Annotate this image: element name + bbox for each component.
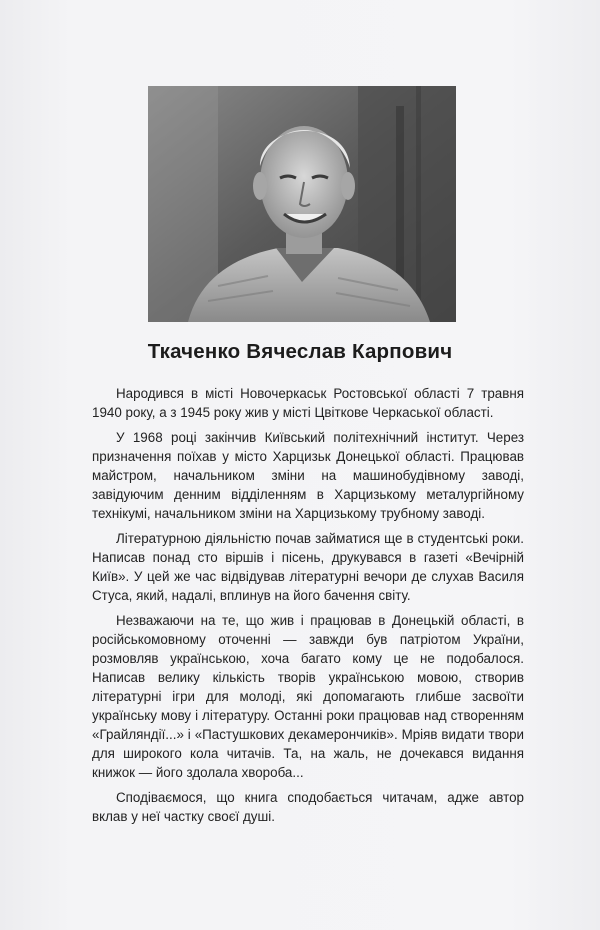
author-portrait bbox=[148, 86, 456, 322]
bio-paragraph: Сподіваємося, що книга сподобається читачам, адже автор вклав у неї частку своєї душі. bbox=[92, 790, 524, 824]
bio-paragraph: Незважаючи на те, що жив і працював в Донецькій області, в російськомовному оточенні — завжди був патріотом України, розмовляв українською, хоча багато кому це не подобалося. Написав велику кількість творів українською мовою, створив літературні ігри для молоді, які допомагають глибше засвоїти українську мову і літературу. Останні роки працював над створенням «Грайляндії...» і «Пастушкових декамерончиків». Мріяв видати твори для широкого кола читачів. Та, на жаль, не дочекався видання книжок — його здолала хвороба... bbox=[92, 613, 524, 780]
portrait-photo-icon bbox=[148, 86, 456, 322]
bio-paragraph: У 1968 році закінчив Київський політехнічний інститут. Через призначення поїхав у місто Харцизьк Донецької області. Працював майстром, начальником зміни на машинобудівному заводі, завідуючим денним відділенням в Харцизькому металургійному технікумі, начальником зміни на Харцизькому трубному заводі. bbox=[92, 430, 524, 521]
bio-paragraph: Народився в місті Новочеркаськ Ростовської області 7 травня 1940 року, а з 1945 року жив у місті Цвіткове Черкаської області. bbox=[92, 386, 524, 420]
author-name: Ткаченко Вячеслав Карпович bbox=[147, 340, 453, 363]
bio-paragraph: Літературною діяльністю почав займатися ще в студентські роки. Написав понад сто віршів і пісень, друкувався в газеті «Вечірній Київ». У цей же час відвідував літературні вечори де слухав Василя Стуса, який, надалі, вплинув на його бачення світу. bbox=[92, 531, 524, 603]
author-biography bbox=[92, 384, 524, 832]
